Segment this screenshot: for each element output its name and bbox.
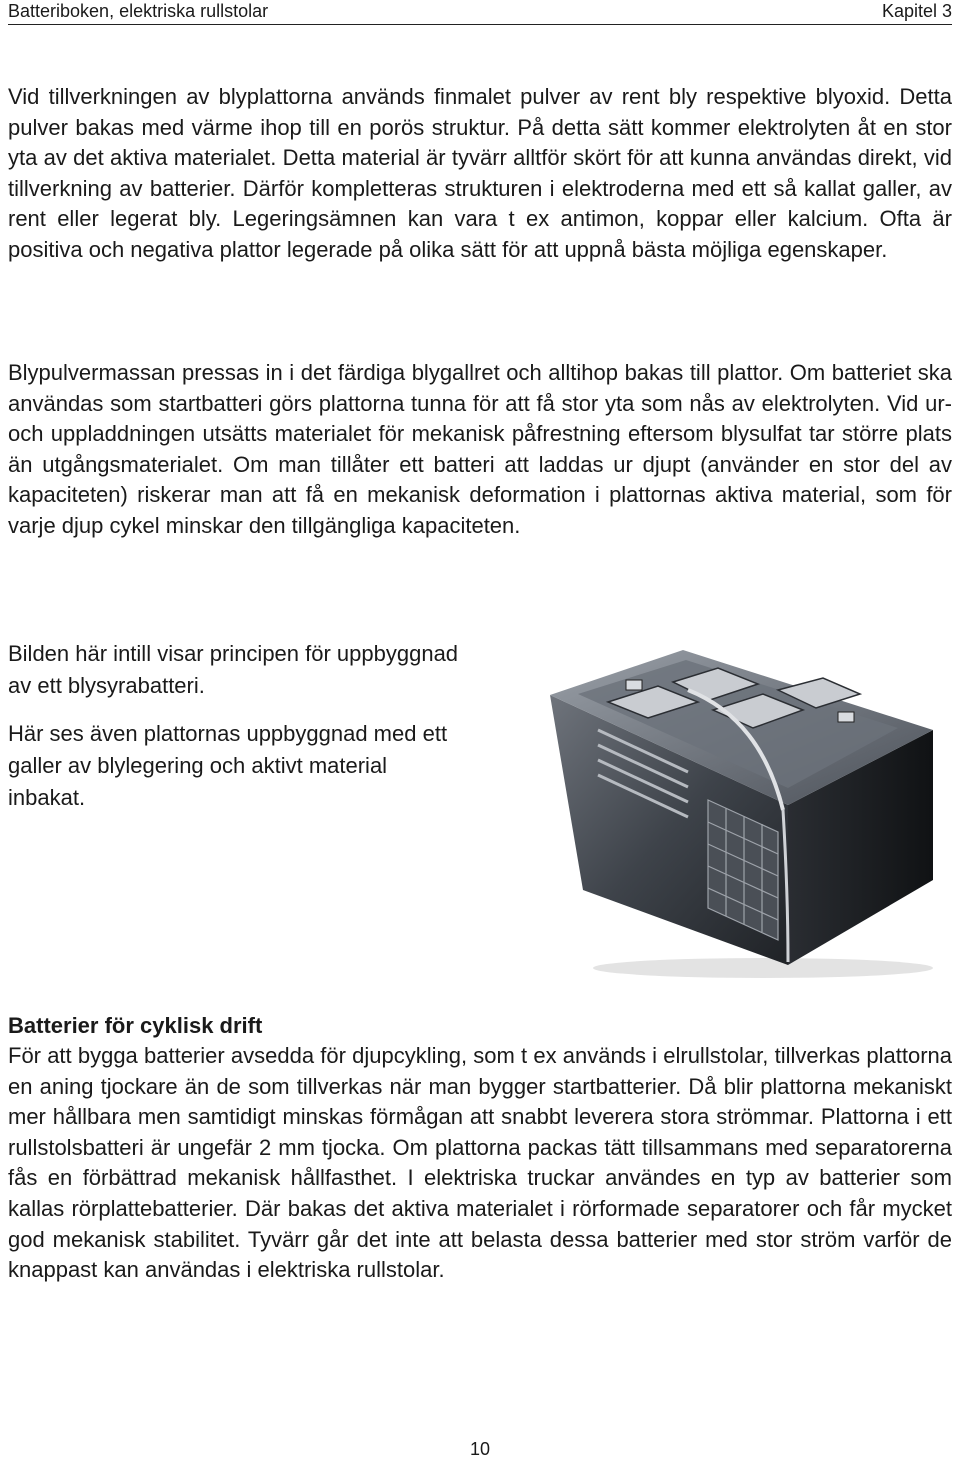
paragraph-lead-plates: Vid tillverkningen av blyplattorna används finmalet pulver av rent bly respektive blyoxid. Detta pulver bakas med värme ihop till en porös struktur. På detta sätt kommer elektrolyten åt en stor yta av det aktiva materialet. Detta material är tyvärr alltför skört för att kunna användas direkt, vid tillverkning av batterier. Därför kompletteras strukturen i elektroderna med ett så kallat galler, av rent eller legerat bly. Legeringsämnen kan vara t ex antimon, koppar eller kalcium. Ofta är positiva och negativa plattor legerade på olika sätt för att uppnå bästa möjliga egenskaper. — [8, 84, 952, 262]
section-body: För att bygga batterier avsedda för djupcykling, som t ex används i elrullstolar, tillverkas plattorna en aning tjockare än de som tillverkas när man bygger startbatterier. Då blir plattorna mekaniskt mer hållbara men samtidigt minskas förmågan att snabbt leverera stora strömmar. Plattorna i ett rullstolsbatteri är ungefär 2 mm tjocka. Om plattorna packas tätt tillsammans med separatorerna fås en förbättrad mekanisk hållfasthet. I elektriska truckar användes en typ av batterier som kallas rörplattebatterier. Där bakas det aktiva materialet i rörformade separatorer och får mycket god mekanisk stabilitet. Tyvärr går det inte att belasta dessa batterier med stor ström varför de knappast kan användas i elektriska rullstolar. — [8, 1043, 952, 1283]
paragraph-lead-paste: Blypulvermassan pressas in i det färdiga blygallret och alltihop bakas till plattor. Om batteriet ska användas som startbatteri görs plattorna tunna för att få stor yta som nås av elektrolyten. Vid ur- och uppladdningen utsätts materialet för mekanisk påfrestning eftersom blysulfat tar större plats än utgångsmaterialet. Om man tillåter ett batteri att laddas ur djupt (använder en stor del av kapaciteten) riskerar man att få en mekanisk deformation i plattornas aktiva material, som för varje djup cykel minskar den tillgängliga kapaciteten. — [8, 360, 952, 538]
section-heading: Batterier för cyklisk drift — [8, 1013, 263, 1038]
battery-cutaway-illustration — [538, 650, 952, 980]
figure-caption-1: Bilden här intill visar principen för uppbyggnad av ett blysyrabatteri. — [8, 641, 459, 698]
page-number: 10 — [469, 1439, 491, 1459]
header-book-title: Batteriboken, elektriska rullstolar — [8, 1, 269, 21]
header-chapter: Kapitel 3 — [881, 1, 952, 21]
page-header — [8, 0, 952, 25]
figure-caption-2: Här ses även plattornas uppbyggnad med ett galler av blylegering och aktivt material inbakat. — [8, 721, 448, 810]
